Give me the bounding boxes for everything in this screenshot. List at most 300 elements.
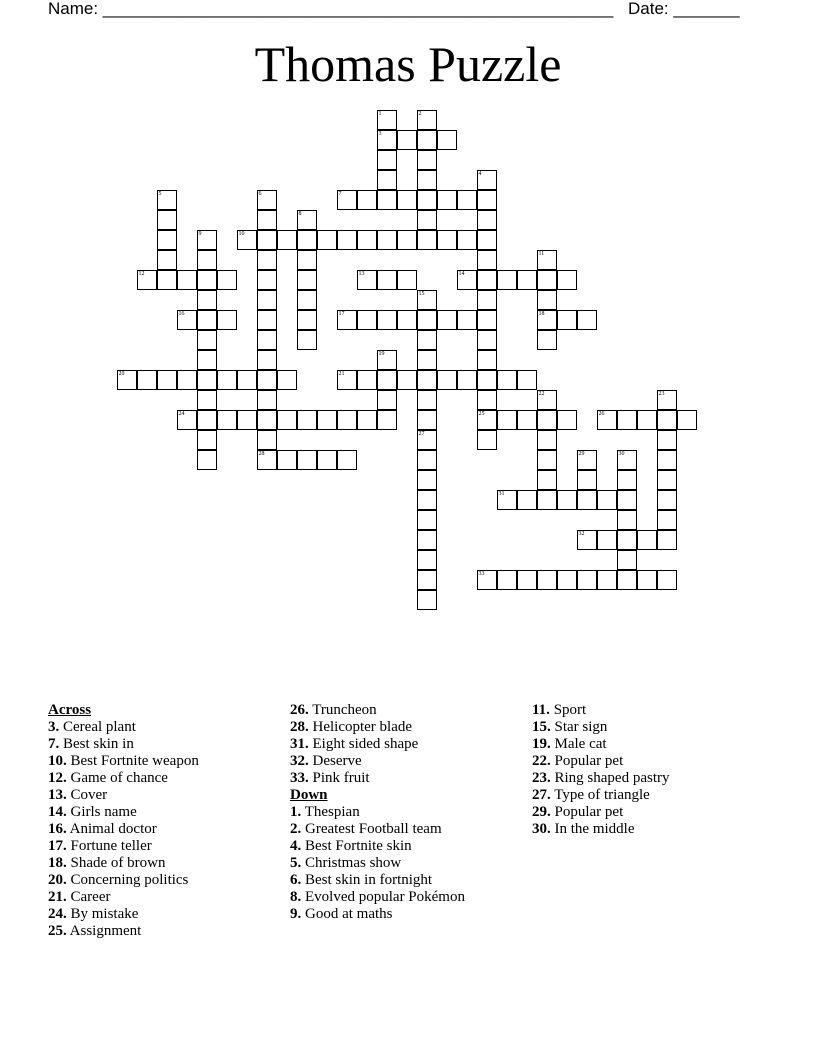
crossword-cell[interactable] — [197, 410, 217, 430]
crossword-cell[interactable] — [417, 350, 437, 370]
clue-number: 18. — [48, 855, 67, 871]
crossword-cell[interactable] — [657, 390, 677, 410]
clue-number: 32. — [290, 753, 309, 769]
crossword-cell[interactable] — [297, 410, 317, 430]
clue-item — [48, 736, 199, 753]
crossword-cell[interactable] — [257, 390, 277, 410]
crossword-cell[interactable] — [337, 310, 357, 330]
clue-number: 33. — [290, 770, 309, 786]
clue-text: Male cat — [550, 736, 607, 752]
crossword-cell[interactable] — [257, 350, 277, 370]
cell-number: 28 — [258, 450, 265, 457]
crossword-cell[interactable] — [477, 290, 497, 310]
clue-text: Greatest Football team — [301, 821, 442, 837]
crossword-cell[interactable] — [497, 370, 517, 390]
crossword-cell[interactable] — [137, 270, 157, 290]
crossword-cell[interactable] — [417, 190, 437, 210]
crossword-cell[interactable] — [257, 450, 277, 470]
clue-item — [290, 736, 465, 753]
crossword-cell[interactable] — [397, 230, 417, 250]
crossword-cell[interactable] — [577, 470, 597, 490]
cell-number: 25 — [478, 410, 485, 417]
crossword-cell[interactable] — [537, 270, 557, 290]
crossword-cell[interactable] — [197, 350, 217, 370]
crossword-cell[interactable] — [277, 410, 297, 430]
clue-text: Evolved popular Pokémon — [301, 889, 465, 905]
crossword-cell[interactable] — [337, 410, 357, 430]
crossword-cell[interactable] — [317, 410, 337, 430]
crossword-cell[interactable] — [257, 250, 277, 270]
crossword-cell[interactable] — [297, 310, 317, 330]
crossword-cell[interactable] — [437, 370, 457, 390]
clue-item — [48, 889, 199, 906]
crossword-cell[interactable] — [497, 570, 517, 590]
clue-text: Eight sided shape — [308, 736, 419, 752]
crossword-cell[interactable] — [477, 310, 497, 330]
crossword-cell[interactable] — [377, 370, 397, 390]
crossword-cell[interactable] — [157, 190, 177, 210]
crossword-cell[interactable] — [197, 250, 217, 270]
crossword-cell[interactable] — [197, 230, 217, 250]
clue-text: Cereal plant — [59, 719, 136, 735]
clue-text: Truncheon — [308, 702, 377, 718]
clue-item — [290, 702, 465, 719]
crossword-cell[interactable] — [357, 230, 377, 250]
crossword-cell[interactable] — [377, 170, 397, 190]
cell-number: 9 — [198, 230, 202, 237]
crossword-cell[interactable] — [617, 410, 637, 430]
clue-text: Christmas show — [301, 855, 402, 871]
clue-number: 29. — [532, 804, 551, 820]
clue-text: Ring shaped pastry — [550, 770, 670, 786]
crossword-cell[interactable] — [257, 290, 277, 310]
crossword-cell[interactable] — [537, 470, 557, 490]
cell-number: 16 — [178, 310, 185, 317]
crossword-cell[interactable] — [417, 450, 437, 470]
crossword-cell[interactable] — [337, 230, 357, 250]
clue-number: 6. — [290, 872, 302, 888]
crossword-cell[interactable] — [637, 570, 657, 590]
crossword-cell[interactable] — [557, 410, 577, 430]
crossword-cell[interactable] — [517, 490, 537, 510]
cell-number: 11 — [538, 250, 545, 257]
crossword-cell[interactable] — [417, 210, 437, 230]
cell-number: 6 — [258, 190, 262, 197]
crossword-cell[interactable] — [437, 130, 457, 150]
crossword-cell[interactable] — [657, 470, 677, 490]
crossword-cell[interactable] — [537, 250, 557, 270]
crossword-cell[interactable] — [497, 410, 517, 430]
crossword-cell[interactable] — [657, 490, 677, 510]
cell-number: 14 — [458, 270, 465, 277]
clue-text: Popular pet — [550, 804, 624, 820]
clue-text: Animal doctor — [66, 821, 157, 837]
crossword-cell[interactable] — [417, 570, 437, 590]
clue-text: Sport — [549, 702, 587, 718]
crossword-cell[interactable] — [317, 450, 337, 470]
crossword-cell[interactable] — [457, 270, 477, 290]
crossword-cell[interactable] — [277, 230, 297, 250]
crossword-cell[interactable] — [197, 330, 217, 350]
crossword-cell[interactable] — [577, 310, 597, 330]
crossword-cell[interactable] — [157, 370, 177, 390]
crossword-cell[interactable] — [657, 570, 677, 590]
crossword-cell[interactable] — [377, 130, 397, 150]
crossword-cell[interactable] — [217, 310, 237, 330]
crossword-cell[interactable] — [337, 450, 357, 470]
crossword-cell[interactable] — [477, 230, 497, 250]
crossword-cell[interactable] — [357, 310, 377, 330]
crossword-cell[interactable] — [477, 430, 497, 450]
clue-number: 2. — [290, 821, 302, 837]
crossword-cell[interactable] — [377, 390, 397, 410]
crossword-cell[interactable] — [657, 510, 677, 530]
crossword-cell[interactable] — [217, 270, 237, 290]
crossword-cell[interactable] — [477, 270, 497, 290]
cell-number: 7 — [338, 190, 342, 197]
crossword-cell[interactable] — [237, 230, 257, 250]
crossword-cell[interactable] — [457, 370, 477, 390]
crossword-cell[interactable] — [417, 170, 437, 190]
crossword-cell[interactable] — [157, 230, 177, 250]
clue-number: 16. — [48, 821, 67, 837]
clue-number: 25. — [48, 923, 67, 939]
crossword-cell[interactable] — [217, 410, 237, 430]
crossword-cell[interactable] — [177, 410, 197, 430]
crossword-cell[interactable] — [537, 390, 557, 410]
clue-number: 20. — [48, 872, 67, 888]
clue-text: Best skin in fortnight — [301, 872, 433, 888]
crossword-cell[interactable] — [257, 230, 277, 250]
crossword-cell[interactable] — [557, 490, 577, 510]
clue-number: 28. — [290, 719, 309, 735]
crossword-cell[interactable] — [557, 570, 577, 590]
crossword-cell[interactable] — [377, 410, 397, 430]
clue-number: 3. — [48, 719, 60, 735]
crossword-cell[interactable] — [637, 410, 657, 430]
clue-item — [290, 889, 465, 906]
clue-text: Helicopter blade — [308, 719, 413, 735]
crossword-cell[interactable] — [477, 570, 497, 590]
clue-item — [290, 719, 465, 736]
crossword-cell[interactable] — [597, 570, 617, 590]
clues-column-3 — [532, 702, 669, 838]
crossword-cell[interactable] — [377, 270, 397, 290]
crossword-cell[interactable] — [377, 110, 397, 130]
crossword-cell[interactable] — [437, 190, 457, 210]
crossword-cell[interactable] — [197, 390, 217, 410]
crossword-cell[interactable] — [257, 370, 277, 390]
cell-number: 8 — [298, 210, 302, 217]
crossword-cell[interactable] — [537, 570, 557, 590]
crossword-cell[interactable] — [177, 370, 197, 390]
crossword-cell[interactable] — [397, 190, 417, 210]
crossword-cell[interactable] — [177, 310, 197, 330]
crossword-cell[interactable] — [317, 230, 337, 250]
crossword-cell[interactable] — [437, 310, 457, 330]
crossword-cell[interactable] — [537, 490, 557, 510]
crossword-cell[interactable] — [397, 310, 417, 330]
clue-text: Assignment — [66, 923, 142, 939]
clue-item — [290, 906, 465, 923]
crossword-cell[interactable] — [457, 230, 477, 250]
cell-number: 20 — [118, 370, 125, 377]
crossword-cell[interactable] — [597, 410, 617, 430]
crossword-cell[interactable] — [157, 210, 177, 230]
crossword-cell[interactable] — [617, 450, 637, 470]
crossword-cell[interactable] — [417, 390, 437, 410]
crossword-cell[interactable] — [417, 550, 437, 570]
crossword-cell[interactable] — [417, 110, 437, 130]
crossword-cell[interactable] — [457, 190, 477, 210]
crossword-cell[interactable] — [197, 310, 217, 330]
crossword-cell[interactable] — [257, 310, 277, 330]
crossword-cell[interactable] — [197, 450, 217, 470]
clue-number: 31. — [290, 736, 309, 752]
crossword-cell[interactable] — [417, 310, 437, 330]
crossword-cell[interactable] — [397, 370, 417, 390]
crossword-cell[interactable] — [657, 530, 677, 550]
cell-number: 15 — [418, 290, 425, 297]
crossword-cell[interactable] — [477, 210, 497, 230]
clue-text: Star sign — [550, 719, 608, 735]
clue-number: 27. — [532, 787, 551, 803]
crossword-cell[interactable] — [477, 390, 497, 410]
clue-number: 7. — [48, 736, 60, 752]
crossword-cell[interactable] — [257, 210, 277, 230]
crossword-cell[interactable] — [657, 450, 677, 470]
clue-item — [290, 770, 465, 787]
crossword-cell[interactable] — [197, 290, 217, 310]
crossword-cell[interactable] — [617, 530, 637, 550]
clue-item — [532, 787, 669, 804]
crossword-cell[interactable] — [617, 570, 637, 590]
crossword-cell[interactable] — [417, 370, 437, 390]
crossword-cell[interactable] — [417, 290, 437, 310]
clue-item — [532, 736, 669, 753]
clue-number: 22. — [532, 753, 551, 769]
clue-text: Game of chance — [66, 770, 168, 786]
crossword-cell[interactable] — [597, 490, 617, 510]
clue-number: 4. — [290, 838, 302, 854]
crossword-cell[interactable] — [537, 290, 557, 310]
crossword-cell[interactable] — [477, 250, 497, 270]
clue-number: 26. — [290, 702, 309, 718]
crossword-cell[interactable] — [657, 410, 677, 430]
crossword-cell[interactable] — [517, 410, 537, 430]
clue-item — [48, 804, 199, 821]
crossword-cell[interactable] — [357, 190, 377, 210]
page-title: Thomas Puzzle — [254, 36, 562, 92]
crossword-cell[interactable] — [617, 470, 637, 490]
clue-item — [532, 702, 669, 719]
clue-item — [290, 872, 465, 889]
clue-item — [48, 906, 199, 923]
cell-number: 22 — [538, 390, 545, 397]
crossword-cell[interactable] — [417, 130, 437, 150]
cell-number: 4 — [478, 170, 482, 177]
crossword-cell[interactable] — [337, 370, 357, 390]
crossword-cell[interactable] — [297, 270, 317, 290]
crossword-cell[interactable] — [477, 190, 497, 210]
crossword-cell[interactable] — [297, 250, 317, 270]
crossword-cell[interactable] — [197, 370, 217, 390]
clue-text: Thespian — [301, 804, 360, 820]
crossword-cell[interactable] — [417, 470, 437, 490]
clue-text: Good at maths — [301, 906, 393, 922]
crossword-cell[interactable] — [677, 410, 697, 430]
clue-text: Cover — [66, 787, 108, 803]
cell-number: 21 — [338, 370, 345, 377]
crossword-cell[interactable] — [177, 270, 197, 290]
crossword-cell[interactable] — [597, 530, 617, 550]
crossword-cell[interactable] — [217, 370, 237, 390]
crossword-cell[interactable] — [477, 350, 497, 370]
clue-number: 23. — [532, 770, 551, 786]
crossword-cell[interactable] — [477, 410, 497, 430]
cell-number: 29 — [578, 450, 585, 457]
crossword-cell[interactable] — [417, 230, 437, 250]
crossword-cell[interactable] — [377, 310, 397, 330]
crossword-cell[interactable] — [517, 370, 537, 390]
crossword-cell[interactable] — [257, 410, 277, 430]
cell-number: 10 — [238, 230, 245, 237]
crossword-cell[interactable] — [417, 330, 437, 350]
crossword-cell[interactable] — [377, 150, 397, 170]
clue-number: 24. — [48, 906, 67, 922]
crossword-cell[interactable] — [657, 430, 677, 450]
crossword-cell[interactable] — [537, 330, 557, 350]
clue-number: 30. — [532, 821, 551, 837]
crossword-cell[interactable] — [417, 410, 437, 430]
clue-text: Type of triangle — [550, 787, 650, 803]
crossword-cell[interactable] — [297, 210, 317, 230]
crossword-cell[interactable] — [537, 450, 557, 470]
crossword-cell[interactable] — [257, 270, 277, 290]
clue-text: Shade of brown — [66, 855, 166, 871]
clues-column-1 — [48, 702, 199, 940]
crossword-cell[interactable] — [537, 410, 557, 430]
crossword-cell[interactable] — [577, 450, 597, 470]
crossword-cell[interactable] — [397, 270, 417, 290]
clue-item — [48, 821, 199, 838]
crossword-cell[interactable] — [117, 370, 137, 390]
crossword-cell[interactable] — [457, 310, 477, 330]
crossword-cell[interactable] — [357, 410, 377, 430]
crossword-cell[interactable] — [257, 430, 277, 450]
cell-number: 3 — [378, 130, 382, 137]
crossword-cell[interactable] — [157, 250, 177, 270]
crossword-cell[interactable] — [297, 290, 317, 310]
crossword-cell[interactable] — [497, 270, 517, 290]
crossword-cell[interactable] — [557, 270, 577, 290]
crossword-cell[interactable] — [297, 330, 317, 350]
crossword-cell[interactable] — [337, 190, 357, 210]
crossword-cell[interactable] — [537, 310, 557, 330]
cell-number: 2 — [418, 110, 422, 117]
crossword-cell[interactable] — [237, 410, 257, 430]
clue-item — [532, 770, 669, 787]
crossword-cell[interactable] — [417, 530, 437, 550]
crossword-cell[interactable] — [477, 170, 497, 190]
crossword-cell[interactable] — [397, 130, 417, 150]
clue-text: Popular pet — [550, 753, 624, 769]
crossword-cell[interactable] — [477, 330, 497, 350]
clue-text: Girls name — [66, 804, 137, 820]
crossword-cell[interactable] — [477, 370, 497, 390]
crossword-cell[interactable] — [197, 430, 217, 450]
date-field-label: Date: _______ — [628, 0, 740, 18]
clue-number: 8. — [290, 889, 302, 905]
clue-item — [48, 923, 199, 940]
crossword-cell[interactable] — [617, 510, 637, 530]
crossword-cell[interactable] — [417, 490, 437, 510]
crossword-cell[interactable] — [357, 370, 377, 390]
clue-item — [48, 753, 199, 770]
crossword-cell[interactable] — [617, 490, 637, 510]
cell-number: 33 — [478, 570, 485, 577]
crossword-cell[interactable] — [497, 490, 517, 510]
crossword-cell[interactable] — [257, 330, 277, 350]
clue-text: Fortune teller — [66, 838, 152, 854]
crossword-cell[interactable] — [137, 370, 157, 390]
cell-number: 26 — [598, 410, 605, 417]
cell-number: 19 — [378, 350, 385, 357]
clue-item — [290, 838, 465, 855]
crossword-cell[interactable] — [277, 370, 297, 390]
crossword-cell[interactable] — [537, 430, 557, 450]
clue-item — [532, 804, 669, 821]
crossword-cell[interactable] — [237, 370, 257, 390]
crossword-cell[interactable] — [557, 310, 577, 330]
crossword-cell[interactable] — [637, 530, 657, 550]
crossword-cell[interactable] — [517, 570, 537, 590]
clue-number: 11. — [532, 702, 550, 718]
crossword-cell[interactable] — [577, 490, 597, 510]
crossword-cell[interactable] — [417, 150, 437, 170]
crossword-cell[interactable] — [297, 230, 317, 250]
clue-number: 5. — [290, 855, 302, 871]
clue-item — [290, 855, 465, 872]
crossword-cell[interactable] — [517, 270, 537, 290]
crossword-cell[interactable] — [297, 450, 317, 470]
cell-number: 5 — [158, 190, 162, 197]
name-field-label: Name: ______________________________________________________ — [48, 0, 614, 18]
clue-number: 19. — [532, 736, 551, 752]
crossword-cell[interactable] — [437, 230, 457, 250]
crossword-cell[interactable] — [377, 190, 397, 210]
clue-text: Best skin in — [59, 736, 134, 752]
crossword-cell[interactable] — [577, 530, 597, 550]
crossword-cell[interactable] — [577, 570, 597, 590]
crossword-cell[interactable] — [157, 270, 177, 290]
clue-text: Career — [66, 889, 111, 905]
cell-number: 31 — [498, 490, 505, 497]
cell-number: 24 — [178, 410, 185, 417]
crossword-cell[interactable] — [257, 190, 277, 210]
crossword-cell[interactable] — [357, 270, 377, 290]
clue-text: Deserve — [308, 753, 362, 769]
crossword-cell[interactable] — [197, 270, 217, 290]
crossword-cell[interactable] — [417, 590, 437, 610]
crossword-cell[interactable] — [377, 230, 397, 250]
clue-item — [290, 821, 465, 838]
crossword-cell[interactable] — [277, 450, 297, 470]
crossword-cell[interactable] — [417, 430, 437, 450]
crossword-cell[interactable] — [417, 510, 437, 530]
crossword-cell[interactable] — [377, 350, 397, 370]
crossword-cell[interactable] — [617, 550, 637, 570]
